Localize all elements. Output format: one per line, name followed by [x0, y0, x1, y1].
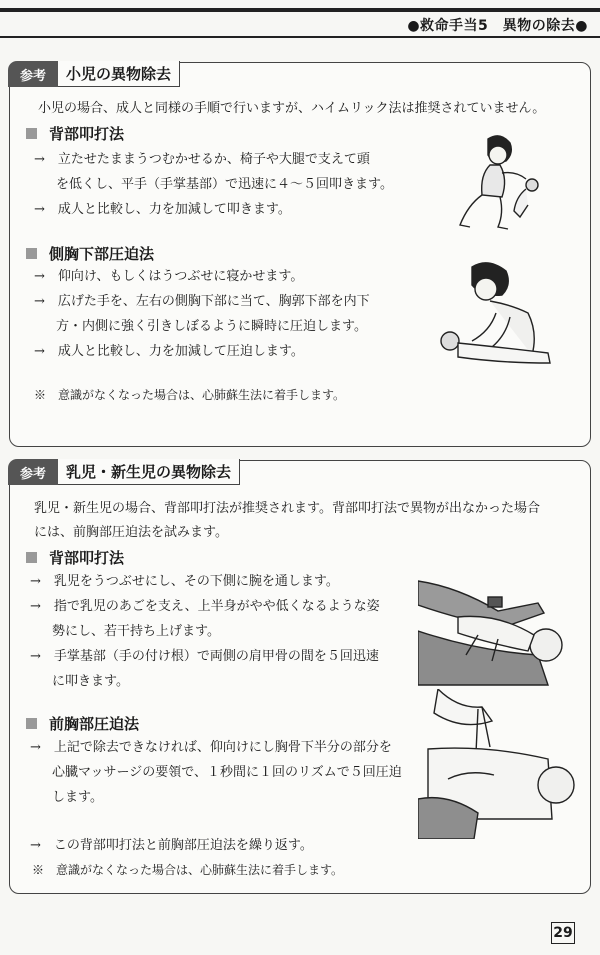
list-item: → 指で乳児のあごを支え、上半身がやや低くなるような姿 — [30, 599, 380, 614]
instruction-list — [30, 569, 420, 694]
list-item: に叩きます。 — [52, 674, 129, 689]
repeat-instruction: → この背部叩打法と前胸部圧迫法を繰り返す。 — [30, 838, 313, 853]
list-item: → 乳児をうつぶせにし、その下側に腕を通します。 — [30, 574, 339, 589]
list-item: します。 — [52, 790, 103, 805]
list-item: → 成人と比較し、力を加減して叩きます。 — [34, 202, 291, 217]
list-item: → 成人と比較し、力を加減して圧迫します。 — [34, 344, 304, 359]
section-tag — [8, 61, 180, 87]
infant-back-blow-illustration — [418, 561, 588, 686]
subsection-title: 前胸部圧迫法 — [49, 715, 140, 733]
section-intro: 小児の場合、成人と同様の手順で行いますが、ハイムリック法は推奨されていません。 — [38, 101, 546, 116]
section-note: ※ 意識がなくなった場合は、心肺蘇生法に着手します。 — [32, 863, 344, 877]
list-item: → 立たせたままうつむかせるか、椅子や大腿で支えて頭 — [34, 152, 370, 167]
square-bullet-icon — [26, 128, 37, 139]
chest-compression-child-illustration — [430, 259, 570, 379]
section-child-foreign-body — [9, 62, 591, 447]
subsection-heading — [26, 243, 154, 264]
list-item: 心臓マッサージの要領で、１秒間に１回のリズムで５回圧迫 — [52, 765, 402, 780]
instruction-list — [34, 264, 434, 364]
list-item: を低くし、平手（手掌基部）で迅速に４～５回叩きます。 — [56, 177, 393, 192]
list-item: 勢にし、若干持ち上げます。 — [52, 624, 220, 639]
subsection-heading — [26, 123, 124, 144]
subsection-heading — [26, 547, 124, 568]
list-item: → 手掌基部（手の付け根）で両側の肩甲骨の間を５回迅速 — [30, 649, 379, 664]
section-title: 小児の異物除去 — [58, 61, 180, 87]
section-tag — [8, 459, 240, 485]
top-rule — [0, 8, 600, 12]
section-title: 乳児・新生児の異物除去 — [58, 459, 240, 485]
infant-chest-compression-illustration — [418, 689, 588, 839]
reference-badge: 参考 — [8, 61, 58, 87]
section-infant-foreign-body — [9, 460, 591, 894]
subsection-title: 背部叩打法 — [49, 125, 125, 143]
instruction-list — [30, 735, 420, 810]
subsection-heading — [26, 713, 139, 734]
square-bullet-icon — [26, 718, 37, 729]
subsection-title: 側胸下部圧迫法 — [49, 245, 155, 263]
back-blow-child-illustration — [450, 129, 560, 239]
square-bullet-icon — [26, 248, 37, 259]
header-rule — [0, 36, 600, 38]
reference-badge: 参考 — [8, 459, 58, 485]
list-item: → 仰向け、もしくはうつぶせに寝かせます。 — [34, 269, 304, 284]
page-number: 29 — [551, 922, 575, 944]
square-bullet-icon — [26, 552, 37, 563]
list-item: → 上記で除去できなければ、仰向けにし胸骨下半分の部分を — [30, 740, 392, 755]
instruction-list — [34, 147, 454, 222]
intro-line: 乳児・新生児の場合、背部叩打法が推奨されます。背部叩打法で異物が出なかった場合 — [34, 501, 540, 516]
intro-line: には、前胸部圧迫法を試みます。 — [34, 525, 228, 540]
chapter-header: ●救命手当5 異物の除去● — [407, 18, 588, 34]
list-item: → 広げた手を、左右の側胸下部に当て、胸郭下部を内下 — [34, 294, 370, 309]
subsection-title: 背部叩打法 — [49, 549, 125, 567]
section-note: ※ 意識がなくなった場合は、心肺蘇生法に着手します。 — [34, 388, 346, 402]
list-item: 方・内側に強く引きしぼるように瞬時に圧迫します。 — [56, 319, 367, 334]
section-intro — [34, 497, 586, 545]
